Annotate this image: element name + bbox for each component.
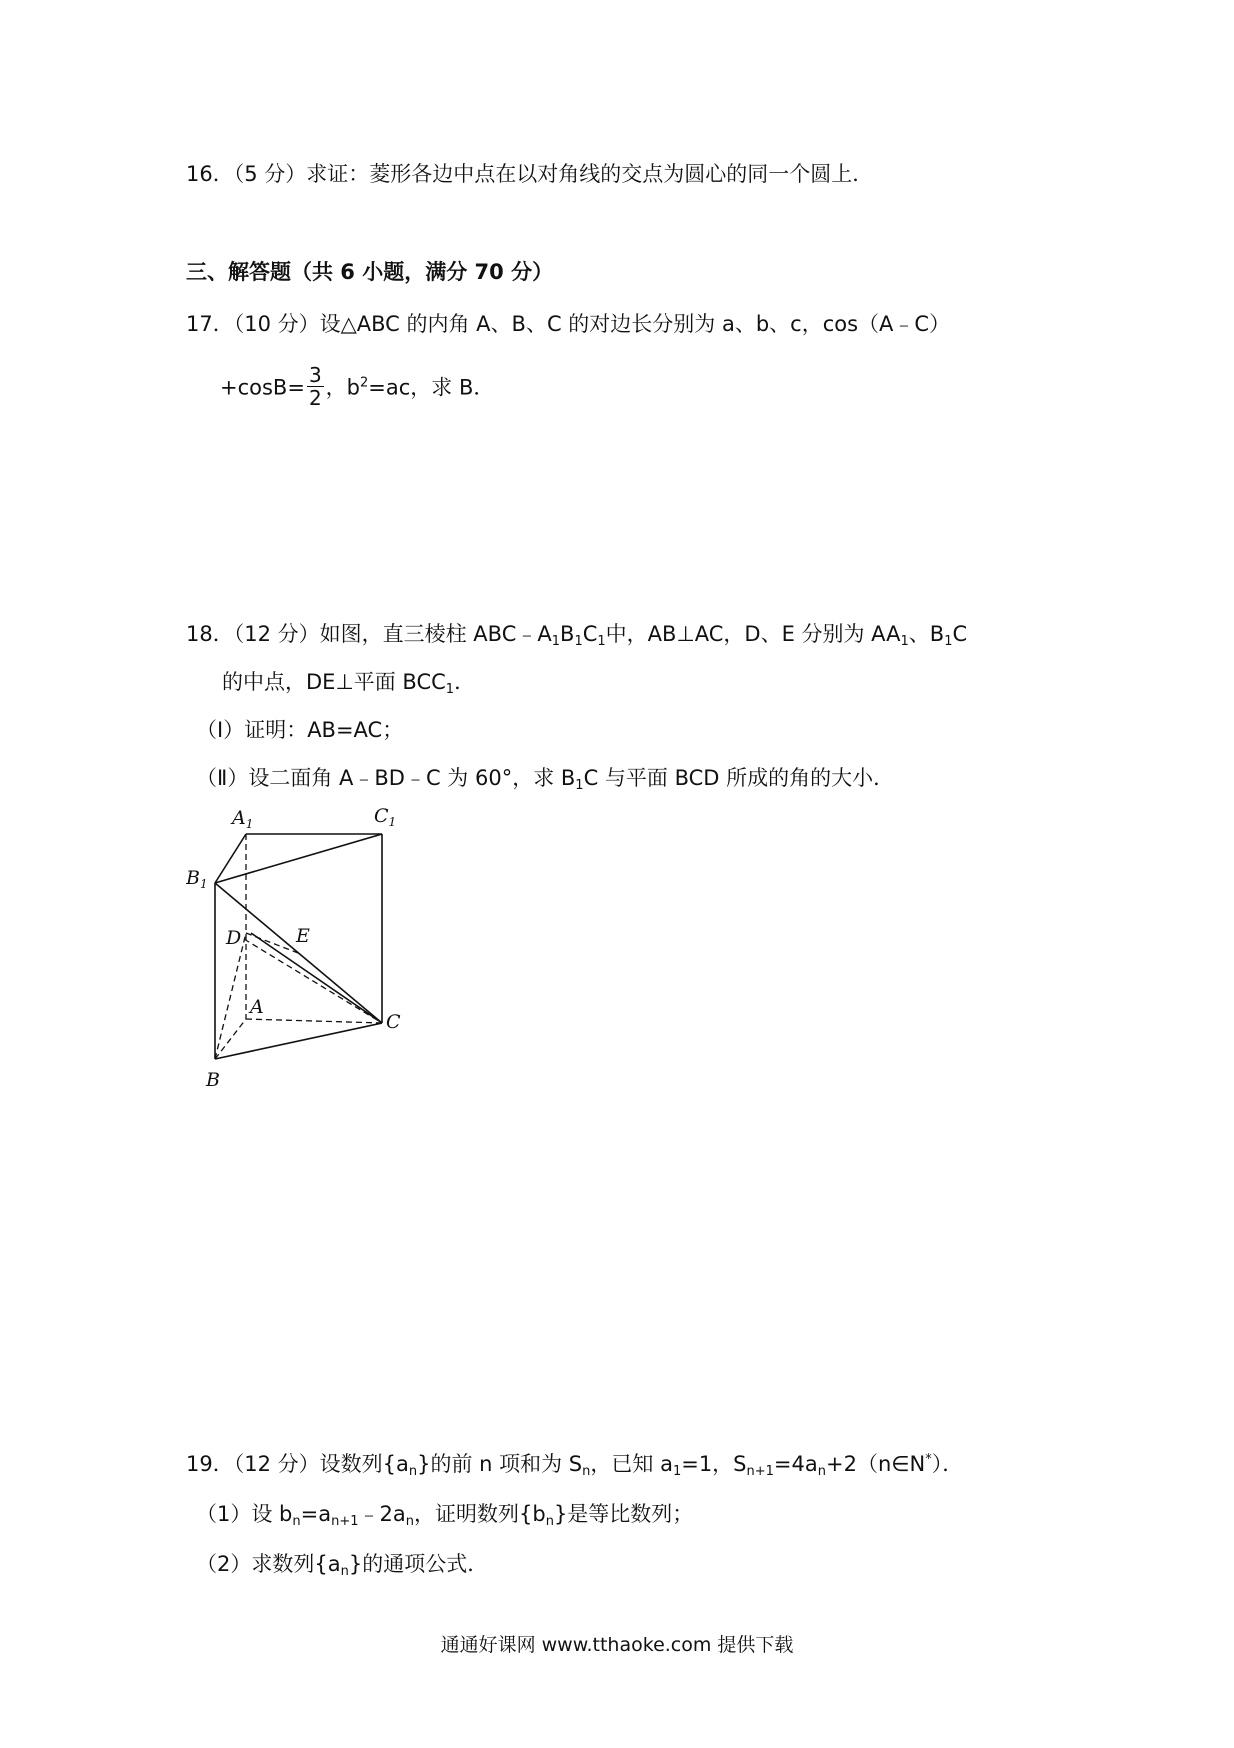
subscript: 1: [944, 634, 953, 649]
subscript: n: [292, 1514, 301, 1529]
subscript: 1: [597, 634, 606, 649]
q18-text: C: [952, 622, 968, 646]
q17-text-a: +cosB=: [220, 375, 305, 400]
superscript: 2: [360, 375, 369, 391]
subscript: n+1: [746, 1464, 774, 1479]
q19-text: }的前 n 项和为 S: [417, 1452, 583, 1476]
subscript: n: [582, 1464, 591, 1479]
q19-text: ）．: [931, 1452, 964, 1476]
label-d: D: [226, 927, 242, 949]
q17-text-c: =ac，求 B．: [368, 375, 495, 400]
edge-bc: [215, 1023, 382, 1059]
page-footer: 通通好课网 www.tthaoke.com 提供下载: [440, 1634, 794, 1656]
q19-text: }的通项公式．: [348, 1552, 489, 1576]
question-16: 16．（5 分）求证：菱形各边中点在以对角线的交点为圆心的同一个圆上．: [186, 162, 874, 186]
q19-text: （1）设 b: [196, 1502, 293, 1526]
segment-de: [246, 933, 298, 953]
section-title: 三、解答题（共 6 小题，满分 70 分）: [186, 260, 554, 284]
segment-bd: [215, 933, 246, 1059]
subscript: n: [408, 1464, 418, 1479]
label-b: B: [206, 1069, 220, 1091]
question-18-line1: [186, 620, 967, 648]
edge-b1c1: [215, 834, 382, 883]
q19-text: =1，S: [681, 1452, 747, 1476]
subscript: 1: [551, 634, 561, 649]
q18-text: 18．（12 分）如图，直三棱柱 ABC﹣A: [186, 622, 552, 646]
subscript: n: [340, 1564, 349, 1579]
question-18-part1: （Ⅰ）证明：AB=AC；: [196, 718, 404, 742]
q19-text: 19．（12 分）设数列{a: [186, 1452, 409, 1476]
subscript: 1: [445, 682, 455, 697]
label-e: E: [296, 925, 310, 947]
label-c1: $C_1$: [374, 805, 397, 829]
q17-text-b: ，b: [325, 375, 361, 400]
q18-text: C 与平面 BCD 所成的角的大小．: [583, 766, 895, 790]
q19-text: =a: [300, 1502, 332, 1526]
q19-text: ，证明数列{b: [413, 1502, 546, 1526]
question-17-line1: 17．（10 分）设△ABC 的内角 A、B、C 的对边长分别为 a、b、c，cos（A﹣C）: [186, 312, 951, 336]
label-a: A: [250, 996, 264, 1018]
label-c: C: [386, 1011, 401, 1033]
q19-text: （2）求数列{a: [196, 1552, 341, 1576]
q19-text: =4a: [773, 1452, 818, 1476]
q18-text: B: [560, 622, 575, 646]
question-19-line1: [186, 1450, 963, 1478]
question-18-line2: [222, 668, 475, 696]
subscript: n: [405, 1514, 414, 1529]
subscript: n: [545, 1514, 554, 1529]
edge-ac: [246, 1019, 382, 1023]
q19-text: ﹣2a: [358, 1502, 406, 1526]
superscript: *: [925, 1452, 932, 1467]
question-19-part2: [196, 1550, 488, 1578]
q18-text: ．: [454, 670, 476, 694]
q19-text: }是等比数列；: [553, 1502, 694, 1526]
subscript: n: [817, 1464, 826, 1479]
q19-text: ，已知 a: [590, 1452, 673, 1476]
segment-dc: [251, 933, 382, 1023]
q19-text: +2（n∈N: [826, 1452, 926, 1476]
fraction-numerator: 3: [308, 363, 322, 387]
q18-text: 、B: [908, 622, 945, 646]
question-17-line2: [220, 363, 495, 411]
prism-figure: [186, 796, 416, 1096]
question-19-part1: [196, 1500, 693, 1528]
subscript: 1: [900, 634, 909, 649]
fraction-denominator: 2: [308, 386, 322, 410]
q18-text: （Ⅱ）设二面角 A﹣BD﹣C 为 60°，求 B: [196, 766, 576, 790]
subscript: 1: [672, 1464, 682, 1479]
subscript: 1: [575, 778, 584, 793]
subscript: 1: [574, 634, 583, 649]
q18-text: 的中点，DE⊥平面 BCC: [222, 670, 446, 694]
label-a1: $A_1$: [232, 807, 254, 831]
q18-text: C: [582, 622, 598, 646]
fraction-three-halves: [307, 364, 324, 409]
edge-b1c: [215, 883, 382, 1023]
q18-text: 中，AB⊥AC，D、E 分别为 AA: [605, 622, 901, 646]
label-b1: $B_1$: [186, 867, 208, 891]
subscript: n+1: [331, 1514, 359, 1529]
question-18-part2: [196, 764, 894, 792]
segment-dc-hidden: [244, 939, 382, 1023]
